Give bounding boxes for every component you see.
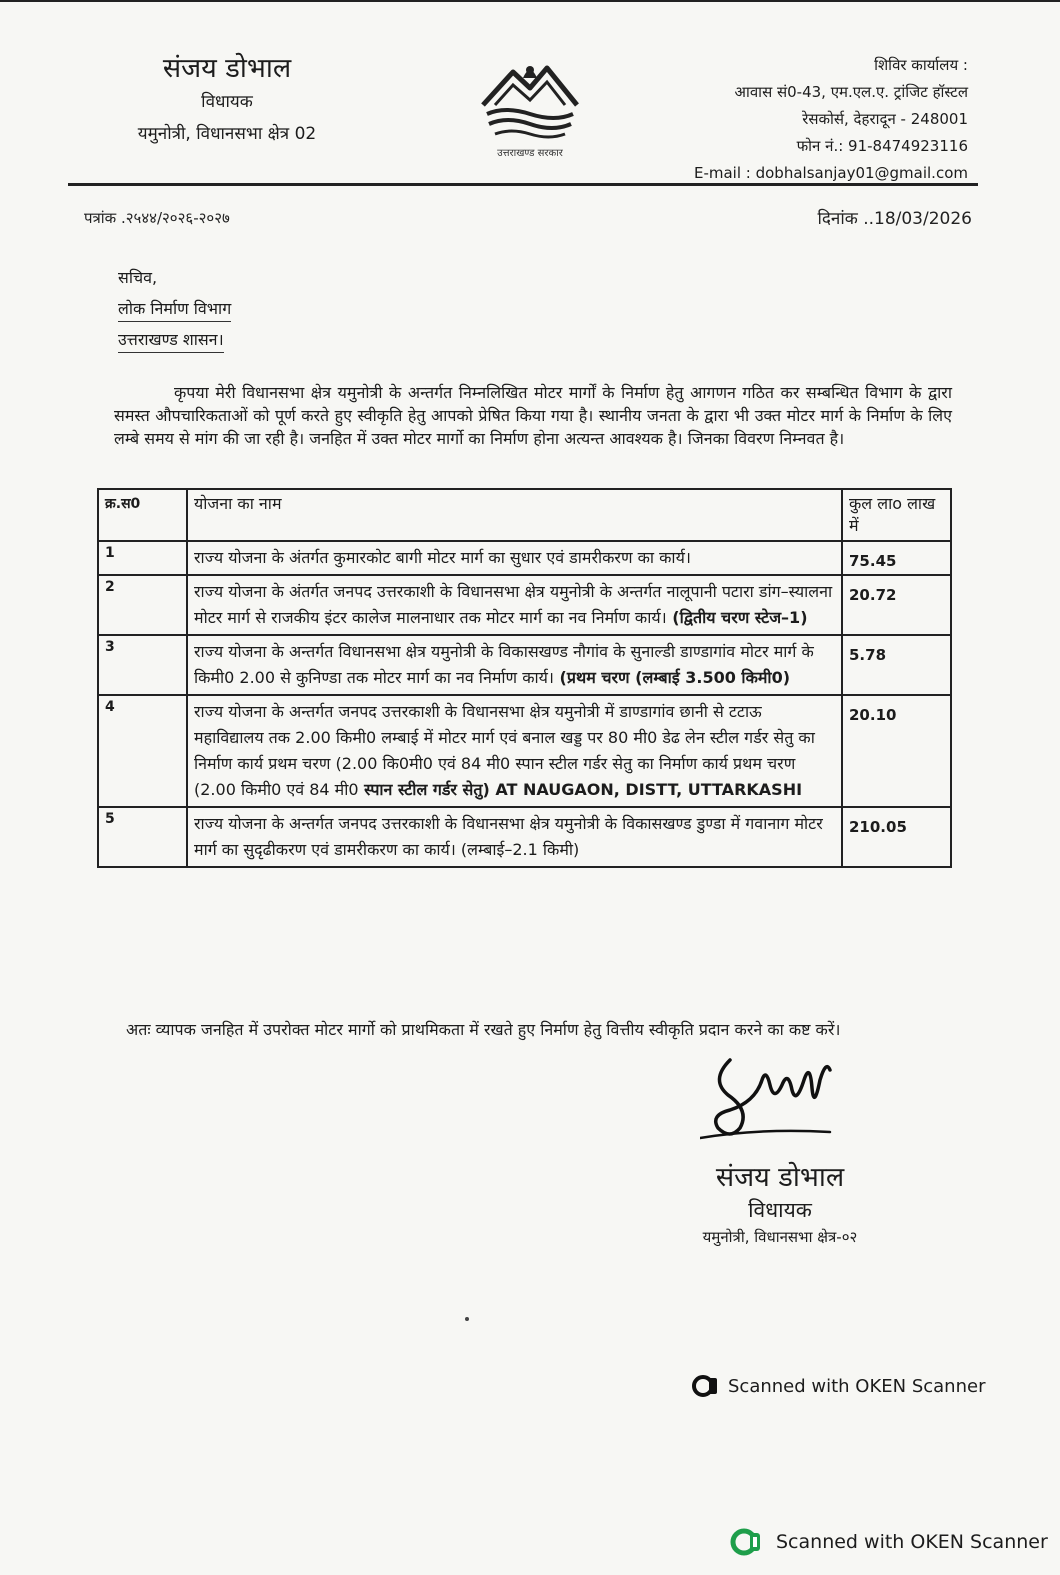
row-scheme — [187, 575, 842, 635]
row-scheme-text: राज्य योजना के अंतर्गत कुमारकोट बागी मोटर मार्ग का सुधार एवं डामरीकरण का कार्य। — [194, 548, 691, 567]
handwritten-signature — [700, 1040, 850, 1150]
table-header-row — [98, 489, 951, 541]
row-scheme-text: राज्य योजना के अन्तर्गत विधानसभा क्षेत्र यमुनोत्री के विकासखण्ड नौगांव के सुनाल्डी डाण्डागांव मोटर मार्ग के किमी0 2.00 से कुनिण्डा तक मोटर मार्ग का नव निर्माण कार्य। — [194, 642, 814, 687]
row-scheme-text: राज्य योजना के अन्तर्गत जनपद उत्तरकाशी के विधानसभा क्षेत्र यमुनोत्री के विकासखण्ड डुण्डा में गवानाग मोटर मार्ग का सुदृढीकरण एवं डामरीकरण का कार्य। (लम्बाई–2.1 किमी) — [194, 814, 823, 859]
letterhead-divider — [68, 183, 978, 186]
letterhead-right — [608, 52, 968, 187]
oken-scanner-icon — [692, 1374, 718, 1398]
table-row — [98, 541, 951, 575]
scanner-watermark-1 — [692, 1374, 985, 1398]
top-edge-line — [0, 0, 1060, 2]
signatory-name: संजय डोभाल — [715, 1162, 845, 1193]
row-serial: 3 — [98, 635, 187, 695]
row-serial: 1 — [98, 541, 187, 575]
row-scheme-bold: (द्वितीय चरण स्टेज–1) — [666, 608, 808, 627]
closing-paragraph: अतः व्यापक जनहित में उपरोक्त मोटर मार्गो को प्राथमिकता में रखते हुए निर्माण हेतु वित्तीय स्वीकृति प्रदान करने का कष्ट करें। — [126, 1020, 841, 1039]
header-scheme-name: योजना का नाम — [187, 489, 842, 541]
table-row — [98, 695, 951, 807]
row-serial: 2 — [98, 575, 187, 635]
works-table — [97, 488, 952, 868]
scanner-watermark-2-text: Scanned with OKEN Scanner — [776, 1531, 1048, 1553]
recipient-line-1: सचिव, — [118, 268, 158, 287]
office-address-line-2: रेसकोर्स, देहरादून - 248001 — [802, 110, 968, 128]
sender-designation: विधायक — [201, 92, 253, 112]
row-serial: 4 — [98, 695, 187, 807]
recipient-address — [118, 262, 231, 355]
sender-constituency: यमुनोत्री, विधानसभा क्षेत्र 02 — [137, 124, 317, 144]
row-amount: 75.45 — [842, 541, 951, 575]
signature-block — [660, 1160, 900, 1250]
header-amount: कुल लाo लाख में — [842, 489, 951, 541]
scanner-watermark-1-text: Scanned with OKEN Scanner — [728, 1375, 986, 1397]
oken-scanner-icon — [730, 1527, 764, 1557]
recipient-line-3: उत्तराखण्ड शासन। — [118, 328, 224, 353]
row-amount: 20.10 — [842, 695, 951, 807]
row-scheme — [187, 541, 842, 575]
emblem-icon — [475, 50, 585, 145]
row-scheme — [187, 807, 842, 867]
emblem-caption: उत्तराखण्ड सरकार — [497, 148, 563, 159]
sender-name: संजय डोभाल — [162, 53, 292, 84]
table-row — [98, 635, 951, 695]
table-row — [98, 807, 951, 867]
intro-paragraph: कृपया मेरी विधानसभा क्षेत्र यमुनोत्री के अन्तर्गत निम्नलिखित मोटर मार्गों के निर्माण हेतु आगणन गठित कर सम्बन्धित विभाग के द्वारा समस्त औपचारिकताओं को पूर्ण करते हुए स्वीकृति हेतु आपको प्रेषित किया गया है। स्थानीय जनता के द्वारा भी उक्त मोटर मार्ग के निर्माण के लिए लम्बे समय से मांग की जा रही है। जनहित में उक्त मोटर मार्गो का निर्माण होना अत्यन्त आवश्यक है। जिनका विवरण निम्नवत है। — [114, 383, 952, 448]
row-scheme — [187, 695, 842, 807]
table-row — [98, 575, 951, 635]
office-phone: फोन नं.: 91-8474923116 — [796, 137, 968, 155]
row-scheme-text: राज्य योजना के अन्तर्गत जनपद उत्तरकाशी के विधानसभा क्षेत्र यमुनोत्री में डाण्डागांव छानी से टटाऊ महाविद्यालय तक 2.00 किमी0 लम्बाई में मोटर मार्ग एवं बनाल खड्ड पर 80 मी0 डेढ लेन स्टील गर्डर सेतु का निर्माण कार्य प्रथम चरण (2.00 कि0मी0 एवं 84 मी0 स्पान स्टील गर्डर सेतु का निर्माण कार्य प्रथम चरण (2.00 किमी0 एवं 84 मी0 — [194, 702, 815, 799]
recipient-line-2: लोक निर्माण विभाग — [118, 297, 231, 322]
scan-speck — [465, 1317, 469, 1321]
uttarakhand-emblem-logo — [465, 50, 595, 160]
header-serial: क्र.स0 — [98, 489, 187, 541]
row-amount: 210.05 — [842, 807, 951, 867]
reference-number: पत्रांक .२५४४/२०२६-२०२७ — [84, 209, 230, 227]
row-amount: 5.78 — [842, 635, 951, 695]
row-scheme-bold: स्पान स्टील गर्डर सेतु) AT NAUGAON, DISTT, UTTARKASHI — [358, 780, 803, 799]
row-amount: 20.72 — [842, 575, 951, 635]
row-serial: 5 — [98, 807, 187, 867]
row-scheme-bold: (प्रथम चरण (लम्बाई 3.500 किमी0) — [553, 668, 791, 687]
office-address-line-1: आवास सं0-43, एम.एल.ए. ट्रांजिट हॉस्टल — [734, 83, 968, 101]
letterhead-left — [82, 52, 372, 150]
office-email: E-mail : dobhalsanjay01@gmail.com — [693, 164, 968, 182]
signatory-constituency: यमुनोत्री, विधानसभा क्षेत्र-०२ — [702, 1228, 858, 1246]
row-scheme-text: राज्य योजना के अंतर्गत जनपद उत्तरकाशी के विधानसभा क्षेत्र यमुनोत्री के अन्तर्गत नालूपानी पटारा डांग–स्यालना मोटर मार्ग से राजकीय इंटर कालेज मालनाधार तक मोटर मार्ग का नव निर्माण कार्य। — [194, 582, 833, 627]
scanner-watermark-2 — [730, 1527, 1048, 1557]
letter-date: दिनांक ..18/03/2026 — [817, 209, 972, 229]
row-scheme — [187, 635, 842, 695]
office-title: शिविर कार्यालय : — [874, 56, 968, 74]
signatory-designation: विधायक — [748, 1198, 812, 1222]
